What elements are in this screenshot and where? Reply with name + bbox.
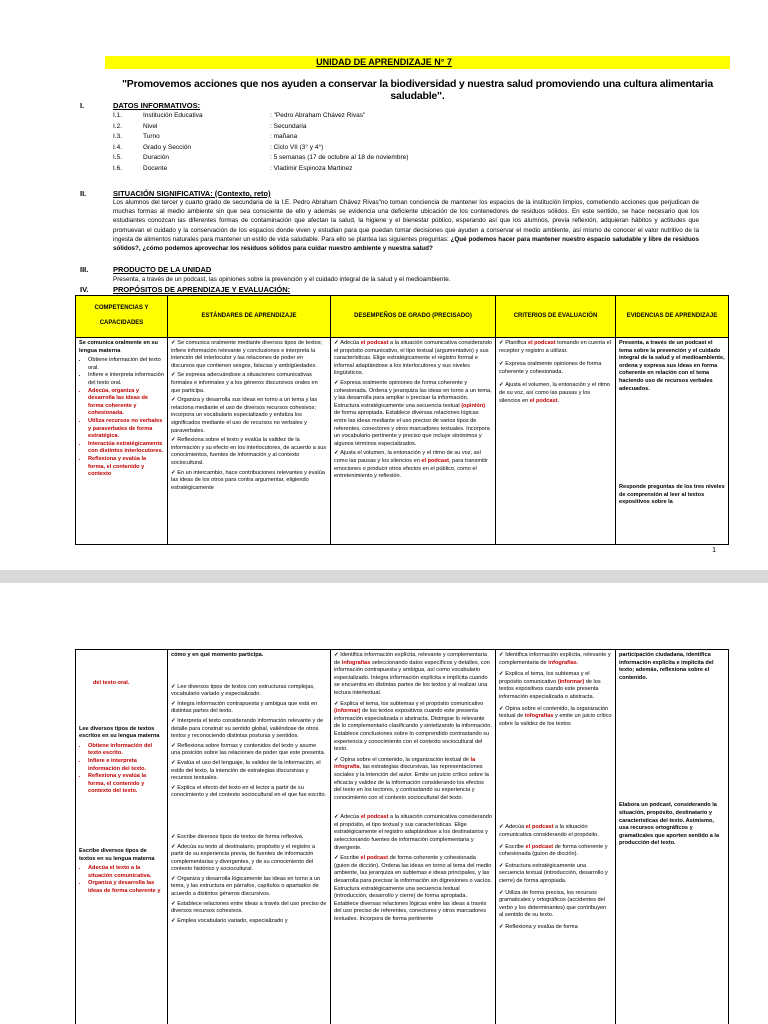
check-item bbox=[499, 340, 612, 355]
item-highlight: infografías bbox=[548, 659, 577, 666]
check-icon: ✓ bbox=[171, 742, 178, 749]
check-icon: ✓ bbox=[171, 833, 178, 840]
item-text: Se comunica oralmente mediante diversos tipos de textos; infiere información relevante y conclusiones e interpreta la intención del interlocutor y las relaciones de poder en discursos que contienen sesgos, falacias y ambigüedades. bbox=[171, 340, 323, 369]
product-text: Presenta, a través de un podcast, las opiniones sobre la prevención y el cuidado integral de la salud y el medioambiente. bbox=[113, 276, 451, 283]
purposes-table bbox=[75, 295, 729, 545]
check-icon: ✓ bbox=[499, 361, 506, 368]
info-row bbox=[113, 112, 365, 119]
capacities-oral bbox=[79, 357, 164, 479]
check-item bbox=[171, 372, 327, 395]
capacity-item: • Adecúa el texto a la situación comunicativa. bbox=[88, 865, 164, 880]
capacities-writing bbox=[79, 865, 164, 895]
page-2 bbox=[0, 583, 768, 1024]
check-icon: ✓ bbox=[171, 900, 178, 907]
item-text: Explica el tema, los subtemas y el propósito comunicativo bbox=[499, 671, 590, 685]
check-icon: ✓ bbox=[334, 855, 341, 862]
item-text: Explica el efecto del texto en el lector a partir de su conocimiento y del contexto sociocultural en el que fue escrito. bbox=[171, 784, 327, 799]
check-icon: ✓ bbox=[171, 469, 178, 476]
check-icon: ✓ bbox=[171, 700, 178, 707]
capacity-continued: del texto oral. bbox=[93, 680, 130, 686]
section-1-number: I. bbox=[80, 101, 85, 110]
competencias-cell-2 bbox=[76, 650, 168, 1024]
item-text: Integra información contrapuesta y ambigua que está en distintas partes del texto. bbox=[171, 700, 318, 715]
check-item bbox=[171, 918, 327, 926]
header-competencias: COMPETENCIAS Y CAPACIDADES bbox=[76, 296, 168, 338]
check-item bbox=[499, 361, 612, 376]
item-highlight: el podcast bbox=[527, 340, 556, 346]
item-text: Reflexiona y evalúa de forma bbox=[505, 923, 578, 930]
desempenos-cell-2 bbox=[331, 650, 496, 1024]
item-text: Reflexiona sobre formas y contenidos del texto y asume una posición sobre las relaciones de poder que este presenta. bbox=[171, 742, 326, 757]
item-text: Escribe diversos tipos de textos de forma reflexiva. bbox=[177, 833, 304, 840]
item-text: Estructura estratégicamente una secuencia textual (introducción, desarrollo y cierre) de forma apropiada. bbox=[499, 862, 608, 884]
check-icon: ✓ bbox=[334, 379, 341, 386]
item-text: Planifica bbox=[505, 340, 528, 346]
check-icon: ✓ bbox=[499, 923, 506, 930]
item-text: En un intercambio, hace contribuciones relevantes y evalúa las ideas de los otros para contra argumentar, eligiendo estratégicamente bbox=[171, 469, 325, 491]
check-icon: ✓ bbox=[499, 340, 506, 346]
header-evidencias: EVIDENCIAS DE APRENDIZAJE bbox=[616, 296, 729, 338]
section-3-number: III. bbox=[80, 265, 89, 274]
info-value: : Secundaria bbox=[270, 122, 307, 130]
criterios-cell-2 bbox=[496, 650, 616, 1024]
evidence-reading-continued: participación ciudadana, identifica información explícita e implícita del texto; además, reflexiona sobre el contenido. bbox=[619, 652, 714, 681]
item-text: Opina sobre el contenido, la organización textual de bbox=[499, 705, 609, 720]
capacity-item: • Utiliza recursos no verbales y paraverbales de forma estratégica. bbox=[88, 418, 164, 441]
info-row bbox=[113, 165, 352, 172]
situation-paragraph: Los alumnos del tercer y cuarto grado de secundaria de la I.E. Pedro Abraham Chávez Rivas"no toman conciencia de mantener los espacios de la institución limpios, cometiendo acciones que perjudican de muchas formas al medio ambiente sin que sea consciente de ello y además se evidencia una deficiente ubicación de los contenedores de residuos sólidos. En este sentido, se hace necesario que los estudiantes conozcan las diferentes formas de contaminación que afectan la salud, la higiene y el bienestar público, esperando así que los alumnos, previa reflexión, adquieran hábitos y actitudes que promuevan el cuidado y la conservación de los espacios donde viven y estudian para que puedan tomar decisiones que ayuden a conservar el medio ambiente, así mismo de conocer el valor nutritivo de la ingesta de alimentos naturales para mantener un estilo de vida saludable. Para ello se plantea las siguientes preguntas: ¿Qué podemos hacer para mantener nuestro espacio saludable y libre de residuos sólidos?, ¿cómo podemos aprovechar los residuos sólidos para cuidar nuestro ambiente y nuestra salud? bbox=[113, 199, 700, 253]
check-item bbox=[499, 863, 612, 886]
section-2-title: SITUACIÓN SIGNIFICATIVA: (Contexto, reto) bbox=[113, 189, 271, 198]
capacity-item: • Organiza y desarrolla las ideas de forma coherente y bbox=[88, 880, 164, 895]
item-highlight: (informar) bbox=[334, 708, 361, 715]
item-text: Se expresa adecuándose a situaciones comunicativas formales e informales y a los géneros discursivos orales en que participa. bbox=[171, 372, 318, 394]
item-text-end: de forma coherente y cohesionada (guion de dicción). bbox=[499, 843, 608, 858]
header-criterios: CRITERIOS DE EVALUACIÓN bbox=[496, 296, 616, 338]
unit-motto: "Promovemos acciones que nos ayuden a conservar la biodiversidad y nuestra salud promoviendo una cultura alimentaria saludable". bbox=[122, 78, 713, 102]
check-icon: ✓ bbox=[171, 784, 178, 791]
item-text-end: a la situación comunicativa considerando el propósito. bbox=[499, 824, 599, 838]
info-label: Institución Educativa bbox=[143, 112, 203, 119]
info-key: I.5. bbox=[113, 154, 123, 161]
item-text: Organiza y desarrolla lógicamente las ideas en torno a un tema, y las estructura en párrafos, capítulos o apartados de acuerdo a distintos géneros discursivos. bbox=[171, 875, 321, 898]
info-row bbox=[113, 144, 323, 151]
info-key: I.6. bbox=[113, 164, 123, 172]
section-1-title: DATOS INFORMATIVOS: bbox=[113, 101, 201, 110]
capacity-item: • Reflexiona y evalúa la forma, el contenido y contexto bbox=[88, 456, 164, 479]
section-3-title: PRODUCTO DE LA UNIDAD bbox=[113, 265, 212, 274]
item-highlight: (opinión) bbox=[461, 402, 486, 409]
info-row bbox=[113, 154, 408, 161]
item-highlight: la infografía bbox=[334, 756, 476, 771]
item-text: Opina sobre el contenido, la organización textual de bbox=[340, 756, 471, 763]
page-number: 1 bbox=[712, 547, 716, 554]
evidencias-cell-2 bbox=[616, 650, 729, 1024]
check-icon: ✓ bbox=[334, 652, 341, 658]
standard-continued: cómo y en qué momento participa. bbox=[171, 652, 264, 658]
check-icon: ✓ bbox=[334, 450, 341, 457]
info-key: I.2. bbox=[113, 122, 123, 130]
item-text: Interpreta el texto considerando información relevante y de detalle para construir su sentido global, valiéndose de otros textos y reconociendo distintas posturas y sentidos. bbox=[171, 717, 324, 740]
item-text: Identifica información explícita, relevante y complementaria de bbox=[499, 652, 611, 666]
check-item bbox=[171, 701, 327, 716]
item-text: Ajusta el volumen, la entonación y el ritmo de su voz, así como las pausas y los silencios en bbox=[334, 450, 482, 464]
item-highlight: infografías bbox=[341, 659, 371, 666]
info-label: Turno bbox=[143, 133, 160, 140]
item-text: Utiliza de forma precisa, los recursos gramaticales y ortográficos (accidentes del verbo y los determinantes) que contribuyen al sentido de su texto. bbox=[499, 889, 607, 919]
check-item bbox=[499, 706, 612, 729]
check-item bbox=[499, 924, 612, 932]
item-text-end: de forma coherente y cohesionada (guion de dicción). Ordena las ideas en torno al tema del medio ambiente, las jerarquiza en subtemas e ideas principales, y las desarrolla para precisar la información sin digresiones o vacíos. Estructura estratégicamente una secuencia textual (introducción, desarrollo y cierre) de forma apropiada. Establece diversas relaciones lógicas entre las ideas a través del uso preciso de referentes, conectores y otros marcadores textuales. Incorpora de forma pertinente bbox=[334, 855, 492, 922]
check-item bbox=[171, 470, 327, 493]
check-icon: ✓ bbox=[171, 437, 178, 444]
check-icon: ✓ bbox=[499, 671, 506, 678]
item-text-end: , las estrategias discursivas, las representaciones sociales y la intención del autor. Emite un juicio crítico sobre la eficacia y validez de la información considerando los efectos del texto en los lectores, y contrastando su experiencia y conocimiento con el contexto sociocultural del texto. bbox=[334, 764, 489, 801]
info-value: : Vladimir Espinoza Martinez bbox=[270, 164, 353, 172]
item-text-end: a la situación comunicativa considerando el propósito, el tipo textual y sus características. Elige estratégicamente el registro adaptándose a los destinatarios y seleccionando fuentes de información complementaria y divergente. bbox=[334, 814, 492, 851]
check-item bbox=[334, 814, 492, 852]
item-highlight: (informar) bbox=[557, 678, 585, 685]
evidencias-cell bbox=[616, 338, 729, 545]
section-2-number: II. bbox=[80, 189, 87, 198]
check-item bbox=[171, 760, 327, 783]
check-item bbox=[171, 834, 327, 842]
check-icon: ✓ bbox=[499, 382, 506, 389]
item-text: Adecúa bbox=[340, 340, 361, 346]
evidence-reading: Responde preguntas de los tres niveles de comprensión al leer al textos expositivos sobre la bbox=[619, 484, 725, 506]
check-item bbox=[499, 890, 612, 920]
info-label: Duración bbox=[143, 154, 170, 161]
capacity-item: • Adecúa, organiza y desarrolla las ideas de forma coherente y cohesionada. bbox=[88, 388, 164, 418]
item-text-end: de los textos expositivos cuando este presenta información especializada o abstracta. Distingue lo relevante de lo complementario clasificando y sintetizando la información. Establece conclusiones sobre lo comprendido contrastando su experiencia y conocimiento con el contexto sociocultural del texto. bbox=[334, 708, 492, 753]
check-icon: ✓ bbox=[171, 340, 178, 346]
check-icon: ✓ bbox=[334, 340, 341, 346]
evidence-oral: Presenta, a través de un podcast el tema sobre la prevención y el cuidado integral de la salud y el medioambiente, ordena y expresa sus ideas en forma coherente en relación con el tema haciendo uso de recursos verbales adecuados. bbox=[619, 340, 725, 392]
estandares-cell bbox=[168, 338, 331, 545]
item-text: Organiza y desarrolla sus ideas en torno a un tema y las relaciona mediante el uso de diversos recursos cohesivos; incorpora un vocabulario especializado y enfatiza los significados mediante el uso de recursos no verbales y paraverbales. bbox=[171, 397, 318, 434]
check-item bbox=[171, 876, 327, 899]
item-text-end: . bbox=[557, 397, 560, 404]
section-4-number: IV. bbox=[80, 285, 89, 294]
item-text-end: de forma apropiada. Establece diversas relaciones lógicas entre las ideas mediante el uso preciso de varios tipos de referentes, conectores y otros marcadores textuales. Incorpora un vocabulario pertinente y preciso que incluye sinónimos y algunos términos especializados. bbox=[334, 410, 490, 447]
capacity-item: • Interactúa estratégicamente con distintos interlocutores. bbox=[88, 441, 164, 456]
item-highlight: el podcast bbox=[360, 340, 389, 346]
item-highlight: el podcast bbox=[421, 457, 450, 464]
item-text: Lee diversos tipos de textos con estructuras complejas, vocabulario variado y especializado. bbox=[171, 683, 315, 698]
header-estandares: ESTÁNDARES DE APRENDIZAJE bbox=[168, 296, 331, 338]
check-icon: ✓ bbox=[499, 843, 506, 850]
evidence-writing: Elabora un podcast, considerando la situación, propósito, destinatario y características del texto. Asimismo, usa recursos ortográficos y gramaticales que aporten sentido a la producción del texto. bbox=[619, 802, 720, 847]
item-text: Adecúa bbox=[505, 824, 526, 831]
info-value: : "Pedro Abraham Chávez Rivas" bbox=[270, 112, 366, 119]
check-item bbox=[334, 340, 492, 378]
check-item bbox=[171, 718, 327, 741]
info-row bbox=[113, 133, 297, 140]
check-item bbox=[499, 824, 612, 839]
competency-writing: Escribe diversos tipos de textos en su lengua materna bbox=[79, 847, 155, 862]
item-text: Evalúa el uso del lenguaje, la validez de la información, el estilo del texto, la intención de estrategias discursivas y recursos textuales. bbox=[171, 759, 321, 782]
capacity-item: • Obtiene información del texto oral. bbox=[88, 357, 164, 372]
capacity-item: • Infiere e interpreta información del texto oral. bbox=[88, 372, 164, 387]
item-highlight: el podcast bbox=[360, 814, 389, 821]
item-text: Explica el tema, los subtemas y el propósito comunicativo bbox=[340, 700, 484, 707]
check-item bbox=[334, 380, 492, 448]
info-value: : Ciclo VII (3° y 4°) bbox=[270, 143, 324, 151]
item-text-end: , para transmitir emociones o producir otros efectos en el público, como el entretenimiento y reflexión. bbox=[334, 457, 488, 480]
check-item bbox=[171, 743, 327, 758]
check-icon: ✓ bbox=[499, 652, 506, 658]
check-item bbox=[171, 785, 327, 800]
competency-oral: Se comunica oralmente en su lengua materna bbox=[79, 340, 158, 354]
check-icon: ✓ bbox=[334, 700, 341, 707]
info-value: : 5 semanas (17 de octubre al 18 de noviembre) bbox=[270, 154, 409, 161]
check-item bbox=[171, 684, 327, 699]
check-icon: ✓ bbox=[499, 862, 506, 869]
check-item bbox=[499, 671, 612, 701]
capacity-item: • Reflexiona y evalúa la forma, el contenido y contexto del texto. bbox=[88, 773, 164, 796]
item-text-end: a la situación comunicativa considerando el propósito comunicativo, el tipo textual (argumentativo) y sus características. Elige estratégicamente el registro formal e informal adaptándose a los interlocutores y sus niveles lingüísticos. bbox=[334, 340, 492, 377]
info-label: Docente bbox=[143, 164, 168, 172]
check-icon: ✓ bbox=[171, 372, 178, 379]
item-text-end: de los textos expositivos cuando este presenta información especializada o abstracta. bbox=[499, 678, 601, 700]
unit-title: UNIDAD DE APRENDIZAJE N° 7 bbox=[316, 57, 452, 67]
item-text-end: tomando en cuenta el receptor y registro a utilizar. bbox=[499, 340, 611, 354]
check-item bbox=[334, 652, 492, 698]
capacities-reading bbox=[79, 743, 164, 796]
item-text: Escribe bbox=[340, 855, 361, 862]
check-icon: ✓ bbox=[499, 889, 506, 896]
competencias-cell bbox=[76, 338, 168, 545]
check-icon: ✓ bbox=[334, 814, 341, 821]
info-key: I.4. bbox=[113, 143, 123, 151]
competency-reading: Lee diversos tipos de textos escritos en su lengua materna bbox=[79, 725, 160, 740]
item-highlight: el podcast bbox=[525, 843, 554, 850]
item-text: Adecúa su texto al destinatario, propósito y el registro a partir de su experiencia previa, de fuentes de información complementarias y divergentes, y de su conocimiento del contexto histórico y sociocultural. bbox=[171, 843, 315, 873]
check-icon: ✓ bbox=[171, 717, 178, 724]
check-item bbox=[499, 652, 612, 667]
criterios-cell bbox=[496, 338, 616, 545]
check-item bbox=[499, 382, 612, 405]
check-item bbox=[334, 701, 492, 754]
item-text: Ajusta el volumen, la entonación y el ritmo de su voz, así como las pausas y los silencios en bbox=[499, 382, 611, 404]
check-icon: ✓ bbox=[334, 756, 341, 763]
item-highlight: el podcast bbox=[360, 855, 389, 862]
estandares-cell-2 bbox=[168, 650, 331, 1024]
item-highlight: infografías bbox=[524, 713, 554, 720]
item-highlight: el podcast bbox=[529, 397, 558, 404]
item-text: Reflexiona sobre el texto y evalúa la validez de la información y su efecto en los interlocutores, de acuerdo a sus conocimientos, fuentes de información y al contexto sociocultural. bbox=[171, 437, 327, 466]
item-text: Expresa oralmente opiniones de forma coherente y cohesionada. bbox=[499, 361, 602, 375]
check-icon: ✓ bbox=[171, 397, 178, 404]
item-text-end: seleccionando datos específicos y detalles, con información contrapuesta y ambigua, así como vocabulario especializado. Integra información explícita e implícita cuando se encuentra en distintas partes de los textos y al realizar una lectura intertextual. bbox=[334, 659, 490, 696]
info-label: Grado y Sección bbox=[143, 143, 192, 151]
header-desempenos: DESEMPEÑOS DE GRADO (PRECISADO) bbox=[331, 296, 496, 338]
check-item bbox=[171, 844, 327, 874]
item-text: Adecúa bbox=[340, 814, 361, 821]
check-icon: ✓ bbox=[171, 759, 178, 766]
info-key: I.1. bbox=[113, 112, 123, 119]
check-icon: ✓ bbox=[171, 917, 178, 924]
check-item bbox=[171, 901, 327, 916]
purposes-table-continued bbox=[75, 649, 729, 1024]
item-text: Escribe bbox=[505, 843, 526, 850]
info-value: : mañana bbox=[270, 133, 298, 140]
check-icon: ✓ bbox=[171, 875, 178, 882]
item-text: Establece relaciones entre ideas a través del uso preciso de diversos recursos cohesivos. bbox=[171, 900, 327, 915]
check-item bbox=[334, 757, 492, 803]
info-key: I.3. bbox=[113, 133, 123, 140]
desempenos-cell bbox=[331, 338, 496, 545]
check-item bbox=[171, 437, 327, 467]
check-icon: ✓ bbox=[171, 843, 178, 850]
check-icon: ✓ bbox=[499, 824, 506, 831]
info-row bbox=[113, 123, 307, 130]
check-item bbox=[334, 855, 492, 923]
check-item bbox=[334, 450, 492, 480]
info-label: Nivel bbox=[143, 122, 158, 130]
item-text: Emplea vocabulario variado, especializado y bbox=[177, 917, 288, 924]
item-highlight: el podcast bbox=[525, 824, 554, 831]
item-text: Expresa oralmente opiniones de forma coherente y cohesionada. Ordena y jerarquiza las ideas en torno a un tema, y las desarrolla para ampliar o precisar la información. Estructura estratégicamente una secuencia textual bbox=[334, 379, 492, 409]
check-icon: ✓ bbox=[499, 705, 506, 712]
item-text-end: y emite un juicio crítico sobre la validez de los textos bbox=[499, 713, 612, 727]
item-text: Identifica información explícita, relevante y complementaria de bbox=[334, 652, 488, 666]
check-item bbox=[171, 340, 327, 370]
check-item bbox=[499, 844, 612, 859]
capacity-item: • Infiere e interpreta información del texto. bbox=[88, 758, 164, 773]
check-icon: ✓ bbox=[171, 683, 178, 690]
capacity-item: • Obtiene información del texto escrito. bbox=[88, 743, 164, 758]
item-text-end: . bbox=[576, 659, 579, 666]
section-4-title: PROPÓSITOS DE APRENDIZAJE Y EVALUACIÓN: bbox=[113, 285, 291, 294]
check-item bbox=[171, 397, 327, 435]
